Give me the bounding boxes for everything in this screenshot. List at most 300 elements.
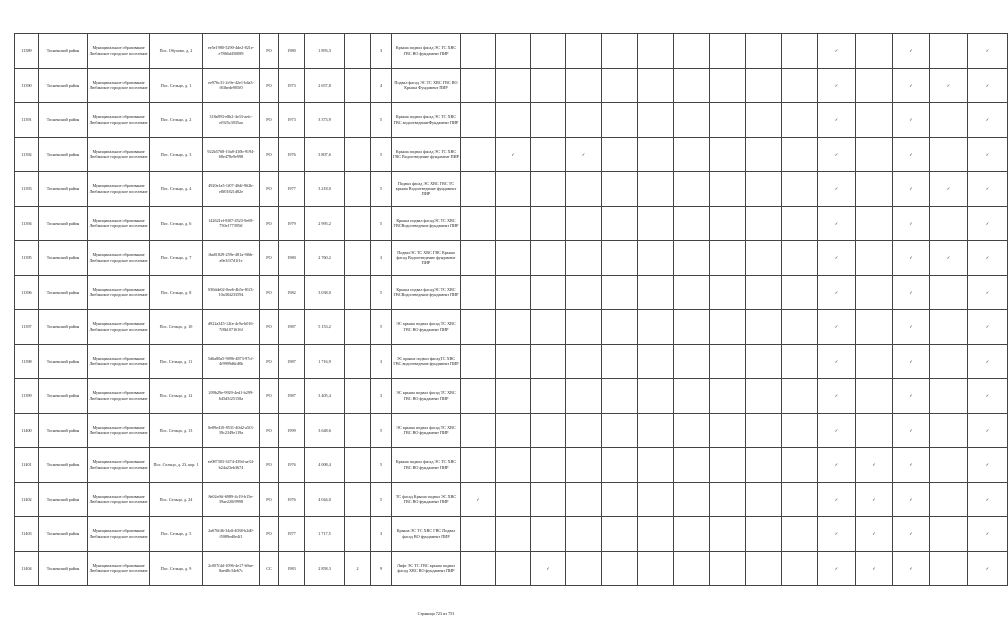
year-cell: 1980 <box>279 241 305 276</box>
works-cell: ПодвалЭС ТС ХВС ГВС Крыша фасад Водоотведение фундамент ПИР <box>392 241 461 276</box>
check-cell <box>782 275 818 310</box>
year-cell: 1976 <box>279 482 305 517</box>
year-cell: 1983 <box>279 551 305 586</box>
check-cell: ✓ <box>968 551 1008 586</box>
check-cell <box>638 310 674 345</box>
check-cell: ✓ <box>893 413 930 448</box>
row-number: 11393 <box>15 172 39 207</box>
check-cell <box>531 34 566 69</box>
settlement-cell: Муниципальное образование Любанское городское поселение <box>88 344 150 379</box>
year-cell: 1976 <box>279 448 305 483</box>
guid-cell: 0e89e410-8531-40d2-a5f3-39c2349e119a <box>203 413 260 448</box>
works-cell: ЭС крыша подвал фасад ТС ХВС ГВС ВО фундамент ПИР <box>392 310 461 345</box>
form-cell: РО <box>260 482 279 517</box>
floors-cell <box>345 275 371 310</box>
check-cell <box>746 103 782 138</box>
check-cell <box>782 448 818 483</box>
guid-cell: 5d6a80a5-9096-4873-97cf-4f9999d6fd8b <box>203 344 260 379</box>
check-cell <box>856 344 893 379</box>
settlement-cell: Муниципальное образование Любанское городское поселение <box>88 34 150 69</box>
form-cell: СС <box>260 551 279 586</box>
check-cell: ✓ <box>968 34 1008 69</box>
check-cell <box>531 241 566 276</box>
settlement-cell: Муниципальное образование Любанское городское поселение <box>88 172 150 207</box>
check-cell <box>531 172 566 207</box>
check-cell <box>496 551 531 586</box>
entrances-cell: 3 <box>371 379 392 414</box>
check-cell <box>602 413 638 448</box>
check-cell: ✓ <box>968 103 1008 138</box>
check-cell <box>746 344 782 379</box>
check-cell <box>638 241 674 276</box>
check-cell: ✓ <box>893 206 930 241</box>
works-cell: Подвал фасад ЭС ТС ХВС ГВС ВО Крыша Фундамент ПИР <box>392 68 461 103</box>
table-row <box>15 241 1008 276</box>
area-cell: 3 218,0 <box>305 172 345 207</box>
check-cell <box>746 34 782 69</box>
check-cell <box>930 310 968 345</box>
form-cell: РО <box>260 310 279 345</box>
table-row <box>15 551 1008 586</box>
check-cell <box>746 137 782 172</box>
floors-cell <box>345 103 371 138</box>
district-cell: Тосненский район <box>39 379 88 414</box>
check-cell <box>566 551 602 586</box>
table-row <box>15 344 1008 379</box>
district-cell: Тосненский район <box>39 241 88 276</box>
check-cell <box>674 413 710 448</box>
check-cell <box>566 103 602 138</box>
check-cell <box>496 103 531 138</box>
entrances-cell: 5 <box>371 103 392 138</box>
check-cell <box>461 137 496 172</box>
check-cell: ✓ <box>893 241 930 276</box>
check-cell: ✓ <box>893 482 930 517</box>
year-cell: 1976 <box>279 137 305 172</box>
check-cell: ✓ <box>968 344 1008 379</box>
year-cell: 1982 <box>279 275 305 310</box>
check-cell: ✓ <box>968 241 1008 276</box>
area-cell: 3 807,6 <box>305 137 345 172</box>
floors-cell <box>345 34 371 69</box>
address-cell: Пос. Сельцо, д. 5 <box>150 517 203 552</box>
check-cell <box>566 448 602 483</box>
entrances-cell: 5 <box>371 275 392 310</box>
check-cell <box>531 137 566 172</box>
area-cell: 2 760,2 <box>305 241 345 276</box>
check-cell <box>710 241 746 276</box>
check-cell: ✓ <box>818 103 856 138</box>
check-cell <box>710 413 746 448</box>
check-cell: ✓ <box>818 344 856 379</box>
address-cell: Пос. Сельцо, д. 4 <box>150 172 203 207</box>
entrances-cell: 3 <box>371 241 392 276</box>
check-cell <box>674 103 710 138</box>
check-cell <box>782 103 818 138</box>
floors-cell: 2 <box>345 551 371 586</box>
check-cell <box>638 379 674 414</box>
district-cell: Тосненский район <box>39 482 88 517</box>
address-cell: Пос. Сельцо, д. 9 <box>150 551 203 586</box>
check-cell <box>566 517 602 552</box>
check-cell <box>710 379 746 414</box>
area-cell: 2 995,2 <box>305 206 345 241</box>
district-cell: Тосненский район <box>39 413 88 448</box>
guid-cell: 142621ef-8f07-4523-9e69-750e177395ff <box>203 206 260 241</box>
form-cell: РО <box>260 34 279 69</box>
check-cell <box>930 137 968 172</box>
check-cell: ✓ <box>893 517 930 552</box>
check-cell <box>461 448 496 483</box>
check-cell <box>496 310 531 345</box>
check-cell <box>602 275 638 310</box>
check-cell <box>674 310 710 345</box>
check-cell <box>531 68 566 103</box>
check-cell <box>782 172 818 207</box>
check-cell <box>566 68 602 103</box>
district-cell: Тосненский район <box>39 275 88 310</box>
check-cell <box>638 103 674 138</box>
check-cell <box>856 34 893 69</box>
area-cell: 3 373,9 <box>305 103 345 138</box>
check-cell <box>602 482 638 517</box>
district-cell: Тосненский район <box>39 517 88 552</box>
check-cell <box>531 275 566 310</box>
check-cell <box>638 172 674 207</box>
row-number: 11403 <box>15 517 39 552</box>
check-cell <box>461 344 496 379</box>
check-cell: ✓ <box>893 103 930 138</box>
works-cell: ЭС крыша подвал фасад ТС ХВС ГВС ВО фундамент ПИР <box>392 413 461 448</box>
check-cell <box>638 206 674 241</box>
check-cell: ✓ <box>818 68 856 103</box>
check-cell <box>782 551 818 586</box>
check-cell <box>856 103 893 138</box>
year-cell: 1973 <box>279 103 305 138</box>
check-cell <box>566 379 602 414</box>
check-cell <box>746 172 782 207</box>
check-cell <box>496 482 531 517</box>
check-cell <box>566 482 602 517</box>
floors-cell <box>345 448 371 483</box>
year-cell: 1980 <box>279 34 305 69</box>
table-row <box>15 34 1008 69</box>
settlement-cell: Муниципальное образование Любанское городское поселение <box>88 68 150 103</box>
check-cell <box>461 68 496 103</box>
floors-cell <box>345 241 371 276</box>
check-cell: ✓ <box>893 172 930 207</box>
area-cell: 1 716,9 <box>305 344 345 379</box>
check-cell <box>566 34 602 69</box>
guid-cell: ee976c31-2c9e-42e1-b4a3-f63bede905f0 <box>203 68 260 103</box>
works-cell: Крыша подвал фасад ЭС ТС ХВС ГВС ВО фундамент ПИР <box>392 34 461 69</box>
check-cell <box>461 172 496 207</box>
check-cell <box>674 206 710 241</box>
check-cell <box>602 34 638 69</box>
table-row <box>15 379 1008 414</box>
check-cell <box>531 482 566 517</box>
check-cell <box>566 275 602 310</box>
check-cell: ✓ <box>818 34 856 69</box>
address-cell: Пос. Сельцо, д. 2 <box>150 103 203 138</box>
check-cell <box>674 517 710 552</box>
row-number: 11404 <box>15 551 39 586</box>
check-cell <box>782 34 818 69</box>
check-cell <box>856 275 893 310</box>
district-cell: Тосненский район <box>39 172 88 207</box>
check-cell <box>930 413 968 448</box>
check-cell <box>710 344 746 379</box>
row-number: 11400 <box>15 413 39 448</box>
form-cell: РО <box>260 206 279 241</box>
check-cell <box>856 206 893 241</box>
check-cell <box>710 137 746 172</box>
check-cell <box>746 310 782 345</box>
address-cell: Пос. Сельцо, д. 23, кор. 1 <box>150 448 203 483</box>
entrances-cell: 5 <box>371 137 392 172</box>
check-cell <box>856 310 893 345</box>
entrances-cell: 9 <box>371 551 392 586</box>
check-cell: ✓ <box>968 413 1008 448</box>
check-cell: ✓ <box>818 137 856 172</box>
form-cell: РО <box>260 379 279 414</box>
year-cell: 1977 <box>279 517 305 552</box>
check-cell <box>602 344 638 379</box>
check-cell <box>602 551 638 586</box>
works-cell: Крыша подвал фасад ЭС ТС ХВС ГВС Водоотведение фундамент ПИР <box>392 137 461 172</box>
check-cell <box>674 482 710 517</box>
check-cell: ✓ <box>893 551 930 586</box>
district-cell: Тосненский район <box>39 68 88 103</box>
check-cell <box>782 137 818 172</box>
entrances-cell: 5 <box>371 482 392 517</box>
check-cell <box>638 413 674 448</box>
row-number: 11390 <box>15 68 39 103</box>
check-cell: ✓ <box>930 241 968 276</box>
check-cell <box>496 448 531 483</box>
check-cell <box>746 551 782 586</box>
address-cell: Пос. Сельцо, д. 12 <box>150 379 203 414</box>
check-cell <box>746 517 782 552</box>
check-cell <box>674 241 710 276</box>
check-cell <box>674 172 710 207</box>
check-cell <box>602 448 638 483</box>
check-cell <box>856 172 893 207</box>
row-number: 11402 <box>15 482 39 517</box>
check-cell <box>674 275 710 310</box>
address-cell: Пос. Сельцо, д. 7 <box>150 241 203 276</box>
entrances-cell: 5 <box>371 448 392 483</box>
district-cell: Тосненский район <box>39 551 88 586</box>
district-cell: Тосненский район <box>39 206 88 241</box>
works-cell: Крыша ЭС ТС ХВС ГВС Подвал фасад ВО фундамент ПИР <box>392 517 461 552</box>
check-cell: ✓ <box>818 379 856 414</box>
check-cell <box>461 517 496 552</box>
address-cell: Пос. Сельцо, д. 3 <box>150 137 203 172</box>
check-cell: ✓ <box>968 206 1008 241</box>
check-cell: ✓ <box>968 68 1008 103</box>
entrances-cell: 3 <box>371 34 392 69</box>
check-cell: ✓ <box>461 482 496 517</box>
district-cell: Тосненский район <box>39 103 88 138</box>
check-cell: ✓ <box>893 275 930 310</box>
form-cell: РО <box>260 137 279 172</box>
check-cell <box>710 172 746 207</box>
area-cell: 1 717,5 <box>305 517 345 552</box>
address-cell: Пос. Сельцо, д. 6 <box>150 206 203 241</box>
works-cell: ЭС крыша подвал фасад ТС ХВС ГВС ВО фундамент ПИР <box>392 379 461 414</box>
register-table <box>14 33 1008 586</box>
check-cell <box>602 137 638 172</box>
check-cell: ✓ <box>531 551 566 586</box>
check-cell: ✓ <box>818 172 856 207</box>
row-number: 11398 <box>15 344 39 379</box>
check-cell <box>638 344 674 379</box>
check-cell <box>856 413 893 448</box>
check-cell <box>461 551 496 586</box>
row-number: 11392 <box>15 137 39 172</box>
check-cell <box>461 206 496 241</box>
year-cell: 1987 <box>279 310 305 345</box>
guid-cell: 2c007f4d-1096-4e17-b9ae-8aed8c34e67c <box>203 551 260 586</box>
check-cell: ✓ <box>893 34 930 69</box>
form-cell: РО <box>260 172 279 207</box>
entrances-cell: 5 <box>371 172 392 207</box>
check-cell: ✓ <box>856 517 893 552</box>
address-cell: Пос. Сельцо, д. 10 <box>150 310 203 345</box>
check-cell <box>496 34 531 69</box>
check-cell <box>461 34 496 69</box>
floors-cell <box>345 379 371 414</box>
row-number: 11394 <box>15 206 39 241</box>
check-cell <box>746 379 782 414</box>
check-cell <box>602 517 638 552</box>
check-cell <box>930 344 968 379</box>
check-cell: ✓ <box>566 137 602 172</box>
works-cell: ТС фасад Крыша подвал ЭС ХВС ГВС ВО фундамент ПИР <box>392 482 461 517</box>
check-cell <box>566 413 602 448</box>
check-cell <box>531 310 566 345</box>
check-cell <box>856 379 893 414</box>
area-cell: 1 893,3 <box>305 34 345 69</box>
check-cell: ✓ <box>893 68 930 103</box>
entrances-cell: 3 <box>371 344 392 379</box>
table-row <box>15 413 1008 448</box>
floors-cell <box>345 137 371 172</box>
check-cell <box>674 551 710 586</box>
guid-cell: ee087303-3474-439d-ae34-b24a23eb3674 <box>203 448 260 483</box>
table-row <box>15 448 1008 483</box>
check-cell <box>496 379 531 414</box>
floors-cell <box>345 206 371 241</box>
check-cell <box>566 172 602 207</box>
check-cell <box>674 448 710 483</box>
check-cell: ✓ <box>893 310 930 345</box>
check-cell <box>602 68 638 103</box>
row-number: 11389 <box>15 34 39 69</box>
check-cell <box>674 68 710 103</box>
row-number: 11395 <box>15 241 39 276</box>
check-cell <box>930 551 968 586</box>
works-cell: Подвал фасад ЭС ХВС ГВС ТС крыша Водоотведение фундамент ПИР <box>392 172 461 207</box>
table-row <box>15 137 1008 172</box>
check-cell: ✓ <box>968 310 1008 345</box>
entrances-cell: 4 <box>371 68 392 103</box>
settlement-cell: Муниципальное образование Любанское городское поселение <box>88 241 150 276</box>
check-cell <box>531 103 566 138</box>
check-cell <box>638 448 674 483</box>
check-cell <box>602 103 638 138</box>
check-cell <box>461 275 496 310</box>
check-cell <box>746 206 782 241</box>
year-cell: 1979 <box>279 206 305 241</box>
check-cell <box>710 34 746 69</box>
check-cell <box>746 241 782 276</box>
check-cell <box>782 379 818 414</box>
page-footer: Страница 723 из 753 <box>417 611 455 616</box>
area-cell: 4 008,4 <box>305 448 345 483</box>
form-cell: РО <box>260 448 279 483</box>
check-cell <box>638 517 674 552</box>
check-cell <box>638 275 674 310</box>
check-cell <box>496 206 531 241</box>
area-cell: 5 153,2 <box>305 310 345 345</box>
settlement-cell: Муниципальное образование Любанское городское поселение <box>88 413 150 448</box>
table-row <box>15 206 1008 241</box>
guid-cell: 922b5768-10a8-410b-9194-68e478e9e998 <box>203 137 260 172</box>
check-cell <box>602 206 638 241</box>
check-cell <box>566 241 602 276</box>
check-cell <box>461 241 496 276</box>
check-cell <box>710 68 746 103</box>
guid-cell: 030dde02-0ee6-4b5e-81f3-10a384233594 <box>203 275 260 310</box>
floors-cell <box>345 517 371 552</box>
row-number: 11391 <box>15 103 39 138</box>
check-cell <box>710 551 746 586</box>
check-cell <box>531 448 566 483</box>
form-cell: РО <box>260 344 279 379</box>
check-cell <box>674 137 710 172</box>
check-cell <box>602 172 638 207</box>
settlement-cell: Муниципальное образование Любанское городское поселение <box>88 379 150 414</box>
check-cell <box>710 448 746 483</box>
check-cell <box>566 344 602 379</box>
check-cell: ✓ <box>893 379 930 414</box>
check-cell <box>531 413 566 448</box>
entrances-cell: 5 <box>371 206 392 241</box>
check-cell <box>566 206 602 241</box>
check-cell <box>856 241 893 276</box>
check-cell <box>782 206 818 241</box>
works-cell: Лифт ЭС ТС ГВС крыша подвал фасад ХВС ВО фундамент ПИР <box>392 551 461 586</box>
check-cell <box>531 344 566 379</box>
check-cell <box>496 241 531 276</box>
check-cell <box>930 517 968 552</box>
check-cell: ✓ <box>818 551 856 586</box>
form-cell: РО <box>260 68 279 103</box>
form-cell: РО <box>260 517 279 552</box>
check-cell: ✓ <box>818 517 856 552</box>
form-cell: РО <box>260 275 279 310</box>
check-cell: ✓ <box>818 310 856 345</box>
check-cell <box>602 379 638 414</box>
check-cell <box>746 68 782 103</box>
check-cell <box>746 482 782 517</box>
table-row <box>15 275 1008 310</box>
settlement-cell: Муниципальное образование Любанское городское поселение <box>88 448 150 483</box>
address-cell: Пос. Сельцо, д. 13 <box>150 413 203 448</box>
check-cell <box>710 310 746 345</box>
